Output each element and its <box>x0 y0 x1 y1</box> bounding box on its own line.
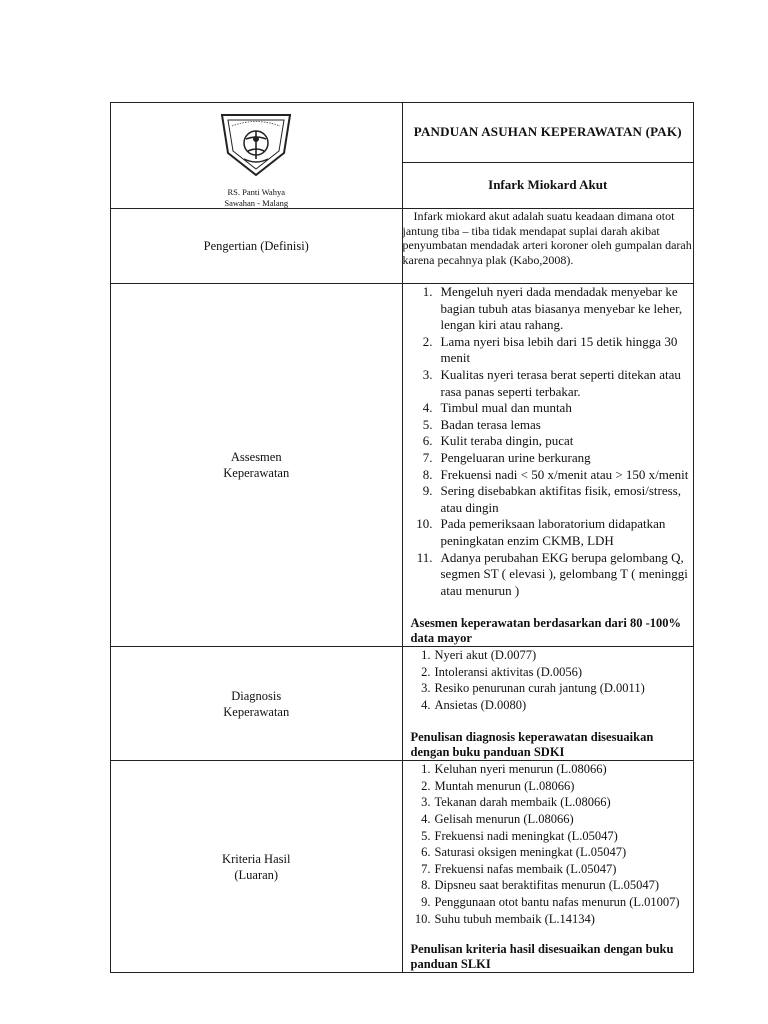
diagnosis-item-number: 4. <box>421 698 431 713</box>
assessment-item-number: 11. <box>416 549 433 565</box>
diagnosis-item-number: 1. <box>421 648 431 663</box>
criteria-item-text: Dipsneu saat beraktifitas menurun (L.05047) <box>434 878 660 893</box>
criteria-item-text: Saturasi oksigen meningkat (L.05047) <box>434 845 627 860</box>
diagnosis-item-number: 3. <box>421 681 431 696</box>
assessment-item-text: Pada pemeriksaan laboratorium didapatkan peningkatan enzim CKMB, LDH <box>440 516 666 548</box>
criteria-item <box>403 861 694 878</box>
definition-label-text: Pengertian (Definisi) <box>203 239 309 253</box>
criteria-item <box>403 761 694 778</box>
criteria-item <box>403 794 694 811</box>
assessment-item-text: Frekuensi nadi < 50 x/menit atau > 150 x/menit <box>440 466 689 482</box>
assessment-item-text: Mengeluh nyeri dada mendadak menyebar ke bagian tubuh atas biasanya menyebar ke leher, lengan kiri atau rahang. <box>440 284 683 333</box>
assessment-cell <box>402 284 694 647</box>
assessment-item <box>403 550 694 600</box>
criteria-item-text: Penggunaan otot bantu nafas menurun (L.01007) <box>434 895 680 910</box>
criteria-item-number: 5. <box>421 828 431 843</box>
hospital-address: Sawahan - Malang <box>224 198 289 208</box>
assessment-item-number: 6. <box>422 433 433 449</box>
pak-document-table <box>110 102 694 973</box>
criteria-item-number: 1. <box>421 762 431 777</box>
document-subtitle: Infark Miokard Akut <box>402 162 694 208</box>
assessment-item-text: Kualitas nyeri terasa berat seperti ditekan atau rasa panas seperti terbakar. <box>440 366 681 399</box>
assessment-item-number: 1. <box>422 284 433 299</box>
diagnosis-item-number: 2. <box>421 664 431 679</box>
assessment-item <box>403 334 694 367</box>
diagnosis-item <box>403 680 694 697</box>
assessment-item-text: Adanya perubahan EKG berupa gelombang Q, segmen ST ( elevasi ), gelombang T ( meninggi atau menurun ) <box>440 549 688 598</box>
criteria-item <box>403 877 694 894</box>
diagnosis-item <box>403 664 694 681</box>
assessment-label-line1: Assesmen <box>230 450 282 465</box>
criteria-item-text: Suhu tubuh membaik (L.14134) <box>434 911 595 926</box>
assessment-item-number: 9. <box>422 483 433 499</box>
criteria-label <box>111 761 403 973</box>
criteria-item-number: 8. <box>421 878 431 893</box>
diagnosis-item-text: Ansietas (D.0080) <box>434 698 527 713</box>
criteria-item-text: Muntah menurun (L.08066) <box>434 778 575 793</box>
diagnosis-label <box>111 647 403 761</box>
criteria-label-line1: Kriteria Hasil <box>222 851 291 866</box>
assessment-list <box>403 284 694 599</box>
assessment-note: Asesmen keperawatan berdasarkan dari 80 -100% data mayor <box>410 616 681 646</box>
hospital-crest-icon <box>216 109 296 181</box>
definition-label <box>111 209 403 284</box>
assessment-item-number: 4. <box>422 400 433 416</box>
criteria-cell <box>402 761 694 973</box>
assessment-item-text: Lama nyeri bisa lebih dari 15 detik hingga 30 menit <box>440 333 678 366</box>
definition-cell <box>402 209 694 284</box>
criteria-item-text: Gelisah menurun (L.08066) <box>434 812 574 827</box>
assessment-item-number: 2. <box>422 333 433 349</box>
assessment-item-number: 3. <box>422 366 433 382</box>
criteria-item-number: 3. <box>421 795 431 810</box>
criteria-list <box>403 761 694 927</box>
criteria-item-number: 2. <box>421 778 431 793</box>
criteria-item <box>403 911 694 928</box>
assessment-item-number: 7. <box>422 449 433 465</box>
assessment-item-text: Timbul mual dan muntah <box>440 400 572 416</box>
assessment-item <box>403 284 694 334</box>
assessment-item <box>403 400 694 417</box>
assessment-label-line2: Keperawatan <box>223 466 290 481</box>
criteria-item-number: 4. <box>421 812 431 827</box>
assessment-item <box>403 367 694 400</box>
assessment-item <box>403 483 694 516</box>
assessment-item <box>403 467 694 484</box>
definition-text: Infark miokard akut adalah suatu keadaan dimana otot jantung tiba – tiba tidak mendapat suplai darah akibat penyumbatan mendadak arteri koroner oleh gumpalan darah karena pecahnya plak (Kabo,2008). <box>402 209 692 267</box>
criteria-item-number: 6. <box>421 845 431 860</box>
criteria-item-text: Frekuensi nadi meningkat (L.05047) <box>434 828 618 843</box>
diagnosis-label-line2: Keperawatan <box>223 704 290 719</box>
criteria-item-number: 9. <box>421 895 431 910</box>
document-title: PANDUAN ASUHAN KEPERAWATAN (PAK) <box>402 103 694 163</box>
assessment-item-number: 5. <box>422 416 433 432</box>
assessment-item-text: Sering disebabkan aktifitas fisik, emosi/stress, atau dingin <box>440 483 681 515</box>
hospital-name: RS. Panti Wahya <box>227 187 285 197</box>
diagnosis-item <box>403 697 694 714</box>
criteria-item-number: 7. <box>421 861 431 876</box>
criteria-label-line2: (Luaran) <box>234 867 279 882</box>
criteria-item <box>403 828 694 845</box>
diagnosis-item-text: Resiko penurunan curah jantung (D.0011) <box>434 681 645 696</box>
criteria-item-text: Keluhan nyeri menurun (L.08066) <box>434 762 607 777</box>
diagnosis-label-line1: Diagnosis <box>231 688 282 703</box>
assessment-item-number: 8. <box>422 466 433 482</box>
hospital-logo-cell <box>111 103 403 209</box>
assessment-label <box>111 284 403 647</box>
assessment-item-text: Kulit teraba dingin, pucat <box>440 433 574 449</box>
diagnosis-cell <box>402 647 694 761</box>
criteria-item <box>403 844 694 861</box>
criteria-item <box>403 778 694 795</box>
assessment-item <box>403 433 694 450</box>
criteria-item <box>403 811 694 828</box>
assessment-item-text: Pengeluaran urine berkurang <box>440 449 591 465</box>
assessment-item-text: Badan terasa lemas <box>440 416 541 432</box>
criteria-item-number: 10. <box>414 911 431 926</box>
diagnosis-item-text: Intoleransi aktivitas (D.0056) <box>434 664 583 679</box>
assessment-item <box>403 450 694 467</box>
criteria-item <box>403 894 694 911</box>
criteria-item-text: Tekanan darah membaik (L.08066) <box>434 795 611 810</box>
assessment-item-number: 10. <box>416 516 433 532</box>
assessment-item <box>403 516 694 549</box>
diagnosis-item-text: Nyeri akut (D.0077) <box>434 648 537 663</box>
diagnosis-item <box>403 647 694 664</box>
assessment-item <box>403 417 694 434</box>
criteria-note: Penulisan kriteria hasil disesuaikan dengan buku panduan SLKI <box>410 942 674 972</box>
diagnosis-note: Penulisan diagnosis keperawatan disesuaikan dengan buku panduan SDKI <box>410 729 654 759</box>
criteria-item-text: Frekuensi nafas membaik (L.05047) <box>434 861 617 876</box>
diagnosis-list <box>403 647 694 713</box>
